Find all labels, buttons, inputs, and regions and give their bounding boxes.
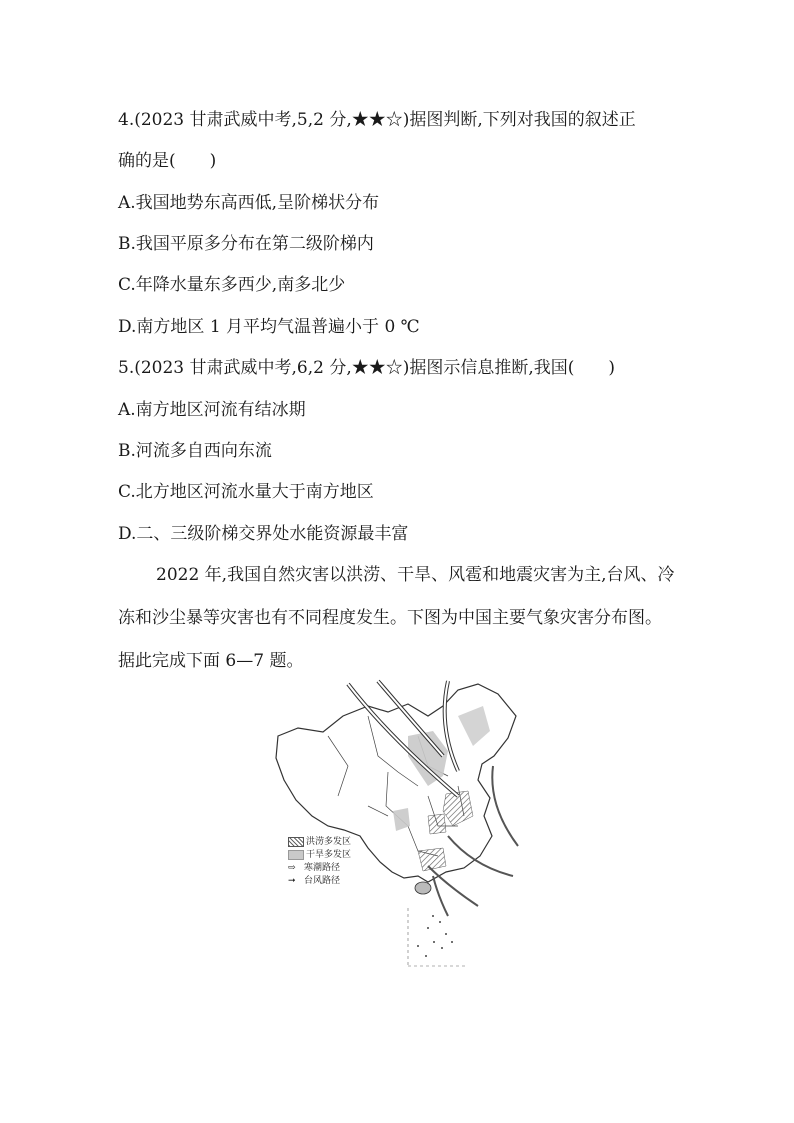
question-5-option-a: A.南方地区河流有结冰期 (118, 400, 306, 420)
question-4-stem-line2: 确的是( ) (118, 151, 217, 171)
hainan-island (415, 882, 431, 894)
question-4-option-b: B.我国平原多分布在第二级阶梯内 (118, 234, 374, 254)
question-5-option-d: D.二、三级阶梯交界处水能资源最丰富 (118, 524, 409, 544)
question-4-option-a: A.我国地势东高西低,呈阶梯状分布 (118, 193, 380, 213)
south-sea-islands (417, 915, 453, 957)
legend-cold-wave: ⇨ 寒潮路径 (288, 863, 341, 873)
gray-swatch (288, 850, 304, 860)
china-disaster-map (268, 676, 530, 972)
question-4-option-c: C.年降水量东多西少,南多北少 (118, 275, 346, 295)
legend-drought: 干旱多发区 (288, 849, 351, 862)
map-legend (288, 836, 351, 888)
question-4-stem-line1: 4.(2023 甘肃武威中考,5,2 分,★★☆)据图判断,下列对我国的叙述正 (118, 110, 636, 130)
question-5-stem: 5.(2023 甘肃武威中考,6,2 分,★★☆)据图示信息推断,我国( ) (118, 358, 616, 378)
hatch-swatch (288, 837, 304, 847)
typhoon-path (492, 766, 518, 846)
hollow-arrow-icon: ⇨ (288, 863, 296, 873)
legend-typhoon: ➞ 台风路径 (288, 876, 341, 886)
passage-text: 2022 年,我国自然灾害以洪涝、干旱、风雹和地震灾害为主,台风、冷冻和沙尘暴等灾害也有不同程度发生。下图为中国主要气象灾害分布图。据此完成下面 6—7 题。 (118, 565, 675, 671)
question-5-option-b: B.河流多自西向东流 (118, 441, 272, 461)
flood-area (428, 814, 446, 834)
question-4-option-d: D.南方地区 1 月平均气温普遍小于 0 ℃ (118, 317, 420, 337)
question-5-option-c: C.北方地区河流水量大于南方地区 (118, 482, 374, 502)
solid-arrow-icon: ➞ (288, 876, 296, 886)
legend-flood: 洪涝多发区 (288, 836, 351, 849)
